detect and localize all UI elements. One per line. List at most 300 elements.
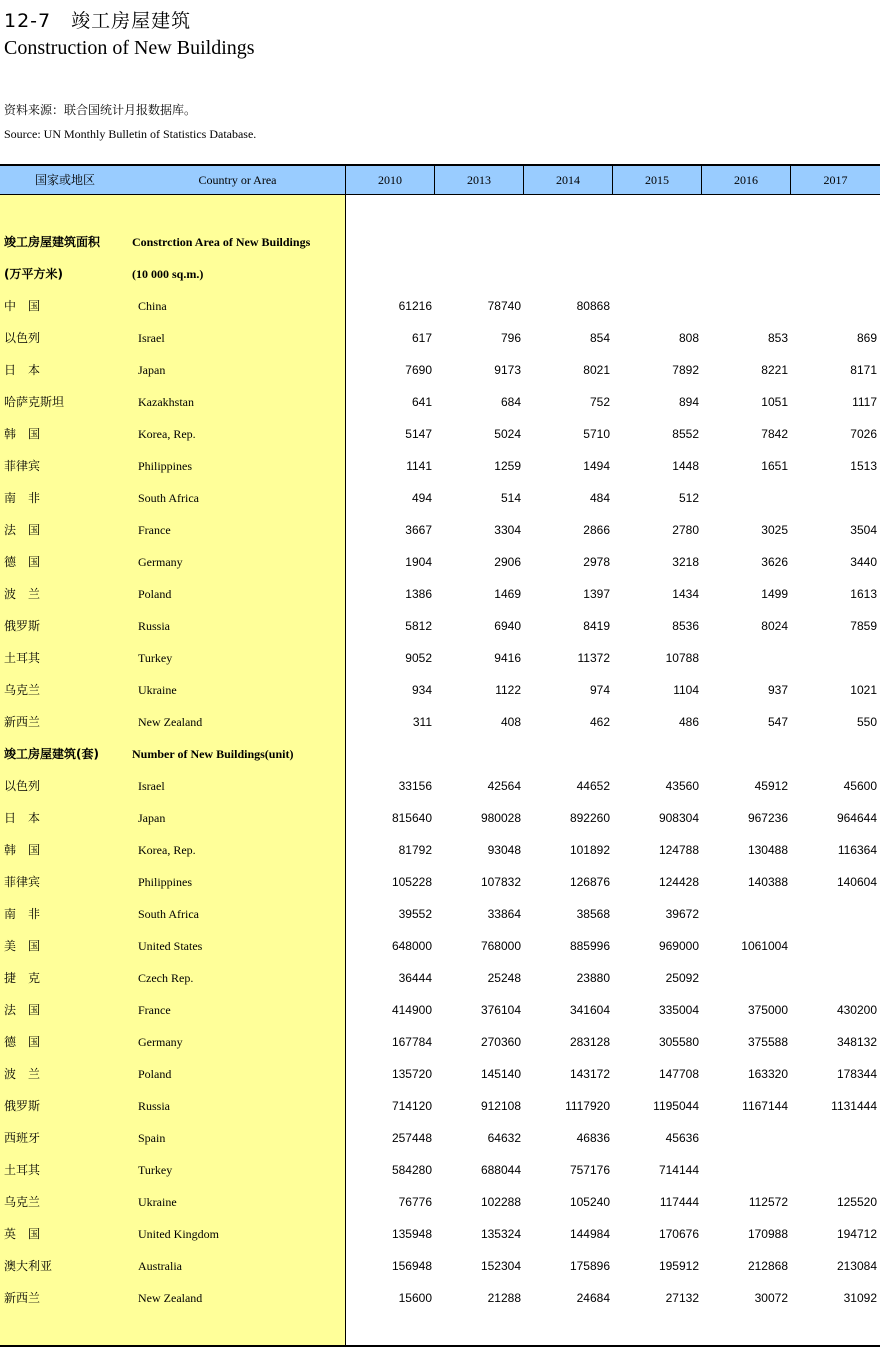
value-cell-2010: 1141 [406,459,432,473]
value-cell-2013: 768000 [480,939,521,953]
value-cell-2013: 3304 [494,523,521,537]
country-name-cn: 新西兰 [4,715,41,729]
country-name-cn: 西班牙 [4,1131,41,1145]
value-cell-2013: 33864 [487,907,521,921]
value-cell-2014: 283128 [569,1035,610,1049]
value-cell-2017: 964644 [836,811,877,825]
value-cell-2015: 124428 [658,875,699,889]
country-name-cn: 俄罗斯 [4,1099,41,1113]
data-table [0,164,880,1347]
value-cell-2013 [436,226,521,258]
page-title-cn: 12-7 竣工房屋建筑 [4,10,192,32]
value-cell-2015: 170676 [658,1227,699,1241]
section-header-row [0,226,880,258]
table-row [0,514,880,546]
value-cell-2017: 7026 [850,427,877,441]
value-cell-2015: 305580 [658,1035,699,1049]
value-cell-2017: 8171 [850,363,877,377]
header-divider [612,166,613,194]
table-row [0,1154,880,1186]
table-row [0,386,880,418]
country-name-cn: 美 国 [4,939,41,953]
value-cell-2014: 462 [589,715,610,729]
header-country-en: Country or Area [198,173,277,187]
value-cell-2013: 78740 [487,299,521,313]
value-cell-2017: 1131444 [831,1099,877,1113]
value-cell-2014: 1117920 [565,1099,610,1113]
value-cell-2014: 2978 [583,555,610,569]
value-cell-2010: 1386 [405,587,432,601]
value-cell-2013: 107832 [480,875,521,889]
value-cell-2015: 2780 [672,523,699,537]
value-cell-2017 [792,1122,877,1154]
value-cell-2010 [347,738,432,770]
country-name-en: Turkey [138,651,173,665]
value-cell-2013: 684 [500,395,521,409]
value-cell-2015: 3218 [672,555,699,569]
value-cell-2014: 854 [589,331,610,345]
value-cell-2017: 1613 [850,587,877,601]
value-cell-2015: 124788 [658,843,699,857]
value-cell-2014: 24684 [576,1291,610,1305]
value-cell-2010: 257448 [391,1131,432,1145]
value-cell-2017: 1021 [850,683,877,697]
value-cell-2017: 1513 [850,459,877,473]
value-cell-2016: 8024 [761,619,788,633]
value-cell-2010: 7690 [405,363,432,377]
value-cell-2010: 81792 [398,843,432,857]
value-cell-2017 [792,962,877,994]
value-cell-2016 [703,1154,788,1186]
country-name-en: Spain [138,1131,166,1145]
value-cell-2013: 912108 [480,1099,521,1113]
country-name-cn: 波 兰 [4,1067,41,1081]
value-cell-2014: 885996 [569,939,610,953]
country-name-cn: 法 国 [4,1003,41,1017]
table-row [0,450,880,482]
value-cell-2014: 175896 [569,1259,610,1273]
value-cell-2017 [792,1154,877,1186]
country-name-en: Japan [138,363,166,377]
country-name-cn: 德 国 [4,555,41,569]
value-cell-2013: 5024 [494,427,521,441]
country-name-en: Constrction Area of New Buildings [132,235,311,249]
country-name-cn: 以色列 [4,331,41,345]
country-name-en: Russia [138,619,171,633]
value-cell-2015: 1434 [672,587,699,601]
value-cell-2010: 36444 [398,971,432,985]
country-name-cn: 英 国 [4,1227,41,1241]
value-cell-2016: 212868 [747,1259,788,1273]
value-cell-2017: 194712 [836,1227,877,1241]
country-name-cn: 澳大利亚 [4,1259,53,1273]
country-name-en: Australia [138,1259,182,1273]
country-name-en: Russia [138,1099,171,1113]
table-row [0,290,880,322]
country-name-en: New Zealand [138,1291,203,1305]
value-cell-2013: 152304 [480,1259,521,1273]
header-country-cn: 国家或地区 [34,173,95,187]
value-cell-2016: 140388 [747,875,788,889]
value-cell-2010: 648000 [391,939,432,953]
value-cell-2016: 1167144 [742,1099,788,1113]
value-cell-2013: 408 [500,715,521,729]
section-header-row [0,258,880,290]
value-cell-2013: 6940 [494,619,521,633]
header-divider [790,166,791,194]
value-cell-2010: 934 [411,683,432,697]
country-name-en: Israel [138,331,165,345]
source-note-cn: 资料来源：联合国统计月报数据库。 [4,103,197,117]
value-cell-2015 [614,258,699,290]
value-cell-2016 [703,962,788,994]
value-cell-2013: 980028 [480,811,521,825]
value-cell-2016: 170988 [747,1227,788,1241]
value-cell-2015: 908304 [658,811,699,825]
header-year: 2016 [734,173,758,187]
value-cell-2014: 80868 [576,299,610,313]
value-cell-2017: 125520 [836,1195,877,1209]
value-cell-2016 [703,1122,788,1154]
table-row [0,1026,880,1058]
country-name-cn: 法 国 [4,523,41,537]
value-cell-2013: 21288 [487,1291,521,1305]
value-cell-2013 [436,258,521,290]
country-name-en: France [138,523,171,537]
value-cell-2014: 1397 [583,587,610,601]
country-name-en: China [138,299,167,313]
value-cell-2010: 311 [412,715,432,729]
value-cell-2010: 15600 [398,1291,432,1305]
value-cell-2014: 101892 [569,843,610,857]
value-cell-2014: 8021 [583,363,610,377]
value-cell-2016 [703,642,788,674]
value-cell-2016: 547 [767,715,788,729]
table-row [0,1218,880,1250]
table-header [0,166,880,195]
value-cell-2015: 335004 [658,1003,699,1017]
value-cell-2013: 9173 [494,363,521,377]
country-name-en: New Zealand [138,715,203,729]
country-name-en: Philippines [138,459,193,473]
value-cell-2017: 550 [856,715,877,729]
country-name-en: Korea, Rep. [138,843,196,857]
value-cell-2015: 10788 [665,651,699,665]
value-cell-2016: 375588 [747,1035,788,1049]
country-name-en: Philippines [138,875,193,889]
value-cell-2010: 3667 [405,523,432,537]
value-cell-2016: 3025 [761,523,788,537]
value-cell-2016: 1051 [761,395,788,409]
country-name-en: Czech Rep. [138,971,194,985]
value-cell-2013: 2906 [494,555,521,569]
country-name-cn: 土耳其 [4,651,41,665]
value-cell-2014: 2866 [583,523,610,537]
header-divider [701,166,702,194]
value-cell-2010: 815640 [391,811,432,825]
country-name-en: Number of New Buildings(unit) [132,747,294,761]
header-year: 2015 [645,173,669,187]
value-cell-2015: 45636 [665,1131,699,1145]
value-cell-2017: 3440 [850,555,877,569]
country-name-en: United States [138,939,203,953]
country-name-cn: 日 本 [4,811,41,825]
value-cell-2016: 1061004 [741,939,788,953]
country-name-cn: 南 非 [4,907,41,921]
value-cell-2010: 9052 [405,651,432,665]
value-cell-2016: 30072 [754,1291,788,1305]
country-name-en: Korea, Rep. [138,427,196,441]
country-name-en: Ukraine [138,1195,177,1209]
value-cell-2013: 376104 [480,1003,521,1017]
value-cell-2016: 163320 [747,1067,788,1081]
value-cell-2017: 869 [856,331,877,345]
country-name-en: France [138,1003,171,1017]
value-cell-2017: 348132 [836,1035,877,1049]
country-name-en: Poland [138,587,172,601]
value-cell-2016: 130488 [747,843,788,857]
value-cell-2014: 126876 [569,875,610,889]
table-row [0,418,880,450]
country-name-cn: 新西兰 [4,1291,41,1305]
table-row [0,482,880,514]
value-cell-2014: 5710 [583,427,610,441]
value-cell-2010: 1904 [405,555,432,569]
country-name-en: Germany [138,555,183,569]
value-cell-2017: 430200 [836,1003,877,1017]
value-cell-2013: 102288 [480,1195,521,1209]
table-row [0,546,880,578]
table-row [0,674,880,706]
table-row [0,834,880,866]
value-cell-2013: 1259 [494,459,521,473]
table-row [0,354,880,386]
value-cell-2014: 105240 [569,1195,610,1209]
value-cell-2015: 25092 [665,971,699,985]
value-cell-2014: 143172 [569,1067,610,1081]
table-row [0,994,880,1026]
value-cell-2010: 617 [411,331,432,345]
value-cell-2016: 1651 [761,459,788,473]
header-year: 2014 [556,173,580,187]
table-row [0,1122,880,1154]
value-cell-2013: 135324 [480,1227,521,1241]
value-cell-2010 [347,258,432,290]
country-name-en: Kazakhstan [138,395,194,409]
value-cell-2014: 23880 [576,971,610,985]
value-cell-2015: 7892 [672,363,699,377]
value-cell-2013: 688044 [480,1163,521,1177]
header-year: 2013 [467,173,491,187]
value-cell-2014: 484 [589,491,610,505]
value-cell-2017 [792,290,877,322]
value-cell-2015: 714144 [658,1163,699,1177]
value-cell-2014 [525,226,610,258]
country-name-cn: 韩 国 [4,427,41,441]
value-cell-2010: 39552 [398,907,432,921]
value-cell-2016 [703,482,788,514]
value-cell-2010: 714120 [391,1099,432,1113]
value-cell-2014: 11372 [577,651,610,665]
value-cell-2015: 486 [678,715,699,729]
country-name-cn: 中 国 [4,299,41,313]
country-name-cn: 哈萨克斯坦 [4,395,65,409]
value-cell-2016: 1499 [761,587,788,601]
country-name-cn: 土耳其 [4,1163,41,1177]
value-cell-2013: 1469 [494,587,521,601]
value-cell-2015: 1195044 [653,1099,699,1113]
value-cell-2017 [792,642,877,674]
table-row [0,706,880,738]
value-cell-2014: 144984 [569,1227,610,1241]
value-cell-2010: 5812 [405,619,432,633]
table-row [0,1090,880,1122]
table-row [0,1186,880,1218]
value-cell-2015: 27132 [665,1291,699,1305]
table-row [0,610,880,642]
table-row [0,962,880,994]
country-name-cn: (万平方米) [4,267,63,281]
value-cell-2010: 494 [411,491,432,505]
value-cell-2015 [614,290,699,322]
country-name-cn: 以色列 [4,779,41,793]
value-cell-2017: 45600 [843,779,877,793]
table-row [0,1250,880,1282]
value-cell-2016: 375000 [747,1003,788,1017]
value-cell-2013: 270360 [480,1035,521,1049]
value-cell-2010: 135720 [391,1067,432,1081]
value-cell-2014: 8419 [583,619,610,633]
country-name-cn: 俄罗斯 [4,619,41,633]
table-row [0,866,880,898]
value-cell-2016: 8221 [761,363,788,377]
value-cell-2015: 195912 [658,1259,699,1273]
source-note-en: Source: UN Monthly Bulletin of Statistics Database. [4,127,257,141]
value-cell-2014: 974 [589,683,610,697]
value-cell-2016 [703,898,788,930]
value-cell-2013: 1122 [495,683,521,697]
value-cell-2016: 937 [767,683,788,697]
value-cell-2014: 341604 [569,1003,610,1017]
value-cell-2015: 808 [678,331,699,345]
value-cell-2015 [614,738,699,770]
country-name-cn: 日 本 [4,363,41,377]
value-cell-2016: 853 [767,331,788,345]
value-cell-2017: 7859 [850,619,877,633]
value-cell-2013 [436,738,521,770]
value-cell-2013: 93048 [487,843,521,857]
country-name-en: Turkey [138,1163,173,1177]
table-row [0,322,880,354]
value-cell-2015: 147708 [658,1067,699,1081]
value-cell-2017 [792,738,877,770]
value-cell-2014: 752 [589,395,610,409]
value-cell-2014: 757176 [569,1163,610,1177]
value-cell-2017: 140604 [836,875,877,889]
value-cell-2017: 116364 [837,843,877,857]
value-cell-2016: 45912 [754,779,788,793]
value-cell-2015: 8552 [672,427,699,441]
value-cell-2010: 76776 [398,1195,432,1209]
page-title-en: Construction of New Buildings [4,37,255,59]
value-cell-2013: 64632 [487,1131,521,1145]
header-divider [523,166,524,194]
value-cell-2010: 584280 [391,1163,432,1177]
country-name-cn: 捷 克 [4,971,41,985]
country-name-cn: 乌克兰 [4,1195,41,1209]
value-cell-2013: 42564 [487,779,521,793]
value-cell-2015 [614,226,699,258]
value-cell-2014: 1494 [583,459,610,473]
country-name-cn: 韩 国 [4,843,41,857]
country-name-en: South Africa [138,907,199,921]
country-name-cn: 南 非 [4,491,41,505]
country-name-en: Japan [138,811,166,825]
value-cell-2015: 39672 [665,907,699,921]
value-cell-2017 [792,930,877,962]
table-row [0,1058,880,1090]
value-cell-2015: 512 [678,491,699,505]
value-cell-2015: 894 [678,395,699,409]
country-name-en: (10 000 sq.m.) [132,267,204,281]
value-cell-2014 [525,258,610,290]
country-name-cn: 乌克兰 [4,683,41,697]
header-year: 2017 [823,173,848,187]
value-cell-2014: 38568 [576,907,610,921]
value-cell-2015: 1448 [672,459,699,473]
value-cell-2016: 7842 [761,427,788,441]
value-cell-2016 [703,738,788,770]
value-cell-2013: 9416 [494,651,521,665]
country-name-en: United Kingdom [138,1227,219,1241]
table-row [0,578,880,610]
value-cell-2013: 145140 [480,1067,521,1081]
value-cell-2017: 178344 [836,1067,877,1081]
value-cell-2013: 514 [500,491,521,505]
country-name-en: South Africa [138,491,199,505]
value-cell-2010: 641 [411,395,432,409]
value-cell-2013: 25248 [487,971,521,985]
country-name-en: Ukraine [138,683,177,697]
value-cell-2017 [792,482,877,514]
header-divider [434,166,435,194]
header-year: 2010 [378,173,402,187]
country-name-cn: 竣工房屋建筑(套) [4,747,99,761]
country-name-cn: 德 国 [4,1035,41,1049]
country-name-cn: 波 兰 [4,587,41,601]
table-row [0,770,880,802]
value-cell-2017 [792,226,877,258]
value-cell-2016 [703,226,788,258]
value-cell-2015: 969000 [658,939,699,953]
value-cell-2017: 213084 [836,1259,877,1273]
value-cell-2016 [703,290,788,322]
table-row [0,930,880,962]
value-cell-2010: 33156 [398,779,432,793]
value-cell-2010 [347,226,432,258]
value-cell-2014: 44652 [576,779,610,793]
value-cell-2015: 43560 [665,779,699,793]
table-row [0,802,880,834]
value-cell-2017: 1117 [852,395,877,409]
value-cell-2017: 3504 [850,523,877,537]
country-name-cn: 竣工房屋建筑面积 [4,235,101,249]
table-row [0,898,880,930]
table-row [0,1282,880,1314]
value-cell-2010: 167784 [391,1035,432,1049]
value-cell-2010: 5147 [405,427,432,441]
country-name-cn: 菲律宾 [4,875,41,889]
